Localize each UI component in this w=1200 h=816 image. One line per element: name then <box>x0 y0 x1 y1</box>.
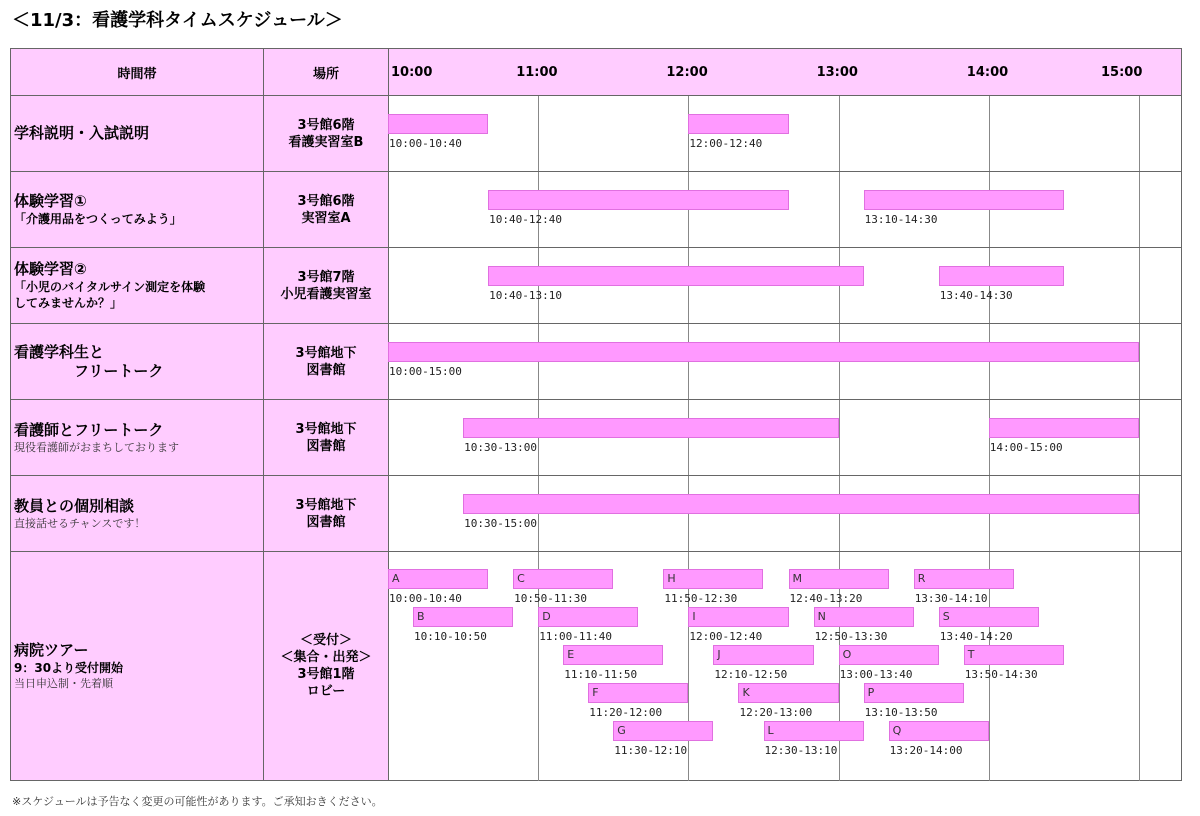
tour-session-id: Q <box>892 724 902 737</box>
session-time-label: 10:30-13:00 <box>464 441 537 454</box>
tour-session-time-label: 13:20-14:00 <box>889 744 963 757</box>
tour-session-bar <box>814 607 914 627</box>
location-line: 図書館 <box>306 362 346 378</box>
tour-session-bar <box>663 569 763 589</box>
location-line: 小児看護実習室 <box>280 286 372 302</box>
time-tick-label: 12:00 <box>666 65 708 80</box>
tour-session-time-label: 12:10-12:50 <box>714 668 788 681</box>
session-bar <box>989 418 1139 438</box>
tour-session-id: C <box>517 572 525 585</box>
time-tick-label: 15:00 <box>1101 65 1143 80</box>
time-tick-label: 13:00 <box>816 65 858 80</box>
tour-session-time-label: 11:00-11:40 <box>539 630 613 643</box>
tour-session-bar <box>914 569 1014 589</box>
session-time-label: 14:00-15:00 <box>989 441 1063 454</box>
location-line: ＜受付＞ <box>299 633 352 648</box>
tour-session-time-label: 12:50-13:30 <box>814 630 888 643</box>
session-bar <box>463 494 1139 514</box>
tour-session-bar <box>563 645 663 665</box>
location-line: 実習室A <box>301 210 351 226</box>
session-time-label: 13:40-14:30 <box>939 289 1013 302</box>
session-time-label: 10:40-13:10 <box>489 289 562 302</box>
row-title-line: 看護師とフリートーク <box>14 420 164 439</box>
tour-session-bar <box>764 721 864 741</box>
row-5 <box>10 475 264 552</box>
row-location <box>263 399 389 476</box>
location-line: 3号館地下 <box>295 345 357 361</box>
session-time-label: 10:30-15:00 <box>464 517 537 530</box>
tour-session-id: G <box>617 724 626 737</box>
tour-session-time-label: 13:50-14:30 <box>964 668 1038 681</box>
tour-session-time-label: 12:40-13:20 <box>789 592 863 605</box>
row-2 <box>10 247 264 324</box>
tour-session-bar <box>513 569 613 589</box>
row-title-line: フリートーク <box>14 361 164 380</box>
tour-session-time-label: 12:30-13:10 <box>764 744 838 757</box>
tour-session-bar <box>588 683 688 703</box>
location-line: 3号館地下 <box>295 497 357 513</box>
row-title-line: 体験学習① <box>14 192 87 210</box>
tour-session-id: I <box>692 610 696 623</box>
page-title: ＜11/3：看護学科タイムスケジュール＞ <box>12 10 343 31</box>
tour-session-time-label: 11:10-11:50 <box>564 668 638 681</box>
tour-session-id: K <box>742 686 750 699</box>
location-line: 3号館地下 <box>295 421 357 437</box>
row-note: 直接話せるチャンスです！ <box>14 516 146 530</box>
session-time-label: 13:10-14:30 <box>864 213 938 226</box>
row-title-line: 教員との個別相談 <box>14 496 135 515</box>
location-line: 3号館6階 <box>297 117 355 133</box>
location-line: ＜集合・出発＞ <box>280 650 372 665</box>
tour-session-time-label: 12:20-13:00 <box>739 706 813 719</box>
row-1 <box>10 171 264 248</box>
tour-session-id: J <box>717 648 721 661</box>
tour-session-bar <box>789 569 889 589</box>
row-location <box>263 95 389 172</box>
schedule-table <box>10 48 1182 785</box>
header-time-column: 時間帯 <box>10 48 264 96</box>
row-divider <box>388 399 1182 400</box>
tour-session-id: R <box>917 572 926 585</box>
tour-session-time-label: 13:10-13:50 <box>864 706 938 719</box>
session-bar <box>864 190 1064 210</box>
location-line: 図書館 <box>306 514 346 530</box>
tour-session-id: D <box>542 610 551 623</box>
session-bar <box>939 266 1064 286</box>
tour-session-id: O <box>842 648 852 661</box>
tour-session-id: H <box>667 572 676 585</box>
row-subtitle-line: 「介護用品をつくってみよう」 <box>14 212 182 226</box>
row-title-line: 病院ツアー <box>14 641 89 659</box>
tour-session-id: B <box>417 610 425 623</box>
header-timeline <box>388 48 1182 96</box>
session-bar <box>488 190 788 210</box>
session-bar <box>463 418 839 438</box>
session-bar <box>488 266 864 286</box>
session-bar <box>388 114 488 134</box>
tour-session-time-label: 11:50-12:30 <box>664 592 738 605</box>
row-location <box>263 475 389 552</box>
tour-session-bar <box>613 721 713 741</box>
header-place-column: 場所 <box>263 48 389 96</box>
row-location <box>263 247 389 324</box>
tour-session-time-label: 11:30-12:10 <box>614 744 688 757</box>
tour-session-id: L <box>767 724 774 737</box>
session-time-label: 10:00-10:40 <box>389 137 462 150</box>
tour-session-bar <box>889 721 989 741</box>
tour-session-bar <box>413 607 513 627</box>
time-tick-label: 11:00 <box>516 65 558 80</box>
row-divider <box>388 323 1182 324</box>
row-location <box>263 551 389 781</box>
tour-session-bar <box>688 607 788 627</box>
location-line: 図書館 <box>306 438 346 454</box>
tour-session-time-label: 13:30-14:10 <box>914 592 988 605</box>
tour-session-id: P <box>867 686 875 699</box>
row-divider <box>388 171 1182 172</box>
tour-session-time-label: 13:00-13:40 <box>839 668 913 681</box>
time-tick-label: 10:00 <box>391 65 433 80</box>
row-divider <box>388 247 1182 248</box>
session-bar <box>688 114 788 134</box>
tour-session-bar <box>738 683 838 703</box>
location-line: 3号館7階 <box>297 269 355 285</box>
tour-session-id: M <box>792 572 803 585</box>
time-tick-label: 14:00 <box>966 65 1009 80</box>
row-hospital-tour <box>10 551 264 781</box>
tour-session-time-label: 12:00-12:40 <box>689 630 763 643</box>
tour-session-time-label: 10:10-10:50 <box>414 630 487 643</box>
tour-session-id: N <box>817 610 826 623</box>
row-note: 現役看護師がおまちしております <box>14 440 179 454</box>
tour-session-id: A <box>392 572 400 585</box>
tour-session-bar <box>713 645 813 665</box>
location-line: 3号館6階 <box>297 193 355 209</box>
tour-session-id: E <box>567 648 575 661</box>
row-3 <box>10 323 264 400</box>
row-subtitle-line: 「小児のバイタルサイン測定を体験 <box>14 280 206 294</box>
tour-session-bar <box>839 645 939 665</box>
row-title-line: 学科説明・入試説明 <box>14 124 150 142</box>
hour-gridline <box>1139 96 1140 781</box>
row-divider <box>388 475 1182 476</box>
tour-session-bar <box>388 569 488 589</box>
location-line: 看護実習室B <box>288 134 364 150</box>
row-subtitle-line: 9：30より受付開始 <box>14 661 124 675</box>
row-title-line: 体験学習② <box>14 260 87 278</box>
row-note: 当日申込制・先着順 <box>14 677 113 690</box>
tour-session-time-label: 13:40-14:20 <box>939 630 1013 643</box>
session-time-label: 12:00-12:40 <box>689 137 763 150</box>
session-bar <box>388 342 1139 362</box>
tour-session-id: T <box>967 648 975 661</box>
tour-session-time-label: 11:20-12:00 <box>589 706 663 719</box>
row-title-line: 看護学科生と <box>14 342 105 361</box>
tour-session-bar <box>964 645 1064 665</box>
location-line: 3号館1階 <box>297 667 355 682</box>
tour-session-id: S <box>942 610 950 623</box>
row-divider <box>388 551 1182 552</box>
row-4 <box>10 399 264 476</box>
tour-session-bar <box>538 607 638 627</box>
row-location <box>263 171 389 248</box>
tour-session-time-label: 10:00-10:40 <box>389 592 462 605</box>
row-subtitle-line: してみませんか？」 <box>14 296 123 310</box>
session-time-label: 10:00-15:00 <box>389 365 462 378</box>
tour-session-time-label: 10:50-11:30 <box>514 592 588 605</box>
session-time-label: 10:40-12:40 <box>489 213 562 226</box>
tour-session-bar <box>939 607 1039 627</box>
tour-session-bar <box>864 683 964 703</box>
row-0 <box>10 95 264 172</box>
footnote: ※スケジュールは予告なく変更の可能性があります。ご承知おきください。 <box>12 795 383 808</box>
row-location <box>263 323 389 400</box>
tour-session-id: F <box>592 686 599 699</box>
location-line: ロビー <box>306 684 346 699</box>
